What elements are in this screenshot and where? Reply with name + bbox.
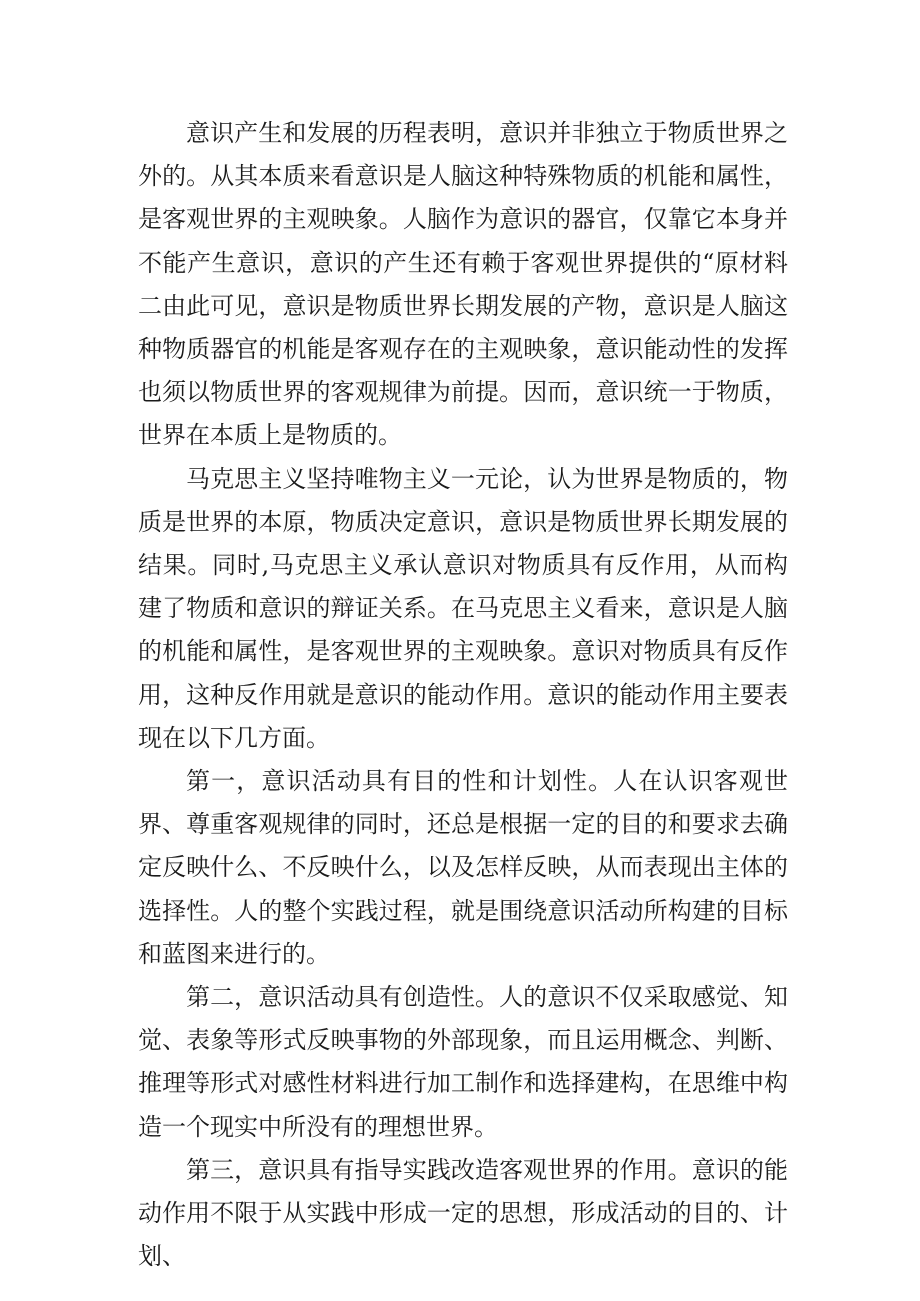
paragraph-2: 马克思主义坚持唯物主义一元论，认为世界是物质的，物质是世界的本原，物质决定意识，意识是物质世界长期发展的结果。同时,马克思主义承认意识对物质具有反作用，从而构建了物质和意识的辩证关系。在马克思主义看来，意识是人脑的机能和属性，是客观世界的主观映象。意识对物质具有反作用，这种反作用就是意识的能动作用。意识的能动作用主要表现在以下几方面。 bbox=[138, 464, 788, 752]
paragraph-3: 第一，意识活动具有目的性和计划性。人在认识客观世界、尊重客观规律的同时，还总是根据一定的目的和要求去确定反映什么、不反映什么，以及怎样反映，从而表现出主体的选择性。人的整个实践过程，就是围绕意识活动所构建的目标和蓝图来进行的。 bbox=[138, 767, 788, 968]
paragraph-1: 意识产生和发展的历程表明，意识并非独立于物质世界之外的。从其本质来看意识是人脑这种特殊物质的机能和属性，是客观世界的主观映象。人脑作为意识的器官，仅靠它本身并不能产生意识，意识的产生还有赖于客观世界提供的“原材料二由此可见，意识是物质世界长期发展的产物，意识是人脑这种物质器官的机能是客观存在的主观映象，意识能动性的发挥也须以物质世界的客观规律为前提。因而，意识统一于物质，世界在本质上是物质的。 bbox=[138, 119, 788, 450]
paragraph-5: 第三，意识具有指导实践改造客观世界的作用。意识的能动作用不限于从实践中形成一定的思想，形成活动的目的、计划、 bbox=[138, 1155, 788, 1271]
document-body bbox=[138, 112, 788, 1278]
paragraph-4: 第二，意识活动具有创造性。人的意识不仅采取感觉、知觉、表象等形式反映事物的外部现象，而且运用概念、判断、推理等形式对感性材料进行加工制作和选择建构，在思维中构造一个现实中所没有的理想世界。 bbox=[138, 983, 788, 1141]
